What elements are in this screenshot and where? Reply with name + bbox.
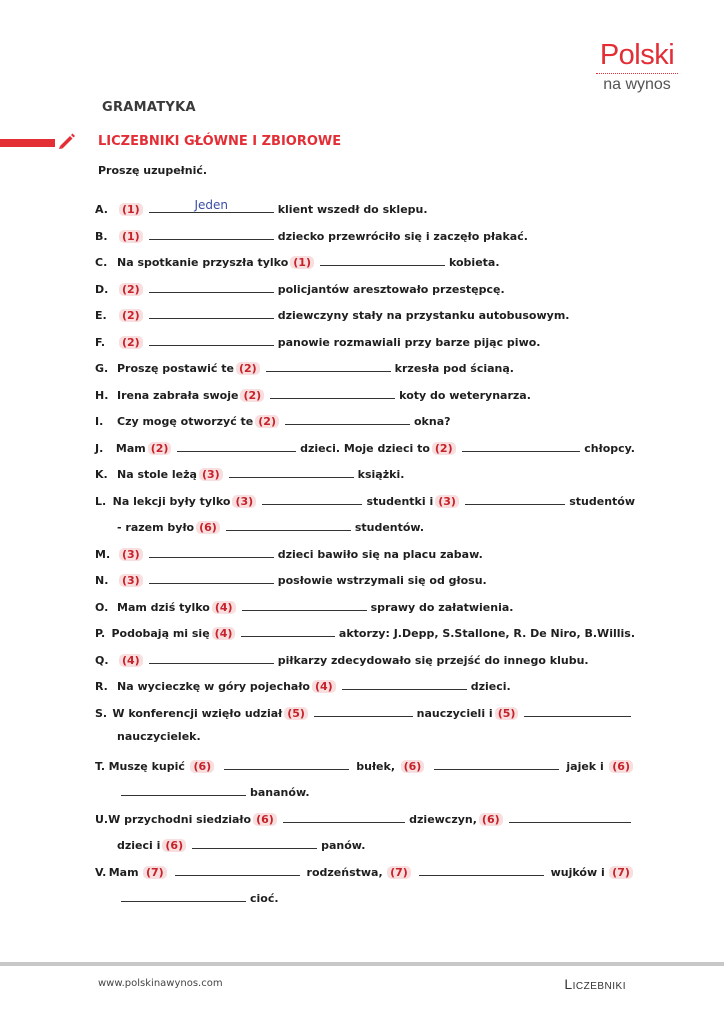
answer-blank[interactable] [192, 836, 317, 849]
answer-blank[interactable] [419, 863, 544, 876]
item-text: Na stole leżą [117, 468, 197, 481]
exercise-item-s-continued [95, 730, 635, 757]
exercise-item-t-continued [95, 783, 635, 810]
item-text: okna? [413, 415, 451, 428]
number-badge: (7) [143, 866, 167, 879]
item-letter: K. [95, 468, 108, 481]
exercise-item-d [95, 280, 635, 307]
item-text: studentów. [354, 521, 425, 534]
answer-blank[interactable] [434, 757, 559, 770]
accent-bar [0, 139, 55, 147]
answer-blank[interactable] [266, 359, 391, 372]
item-text: Muszę kupić [108, 759, 185, 773]
item-letter: L. [95, 494, 107, 508]
item-text: Mam dziś tylko [117, 600, 210, 614]
item-text: policjantów aresztowało przestępcę. [277, 282, 505, 296]
answer-blank[interactable] [149, 227, 274, 240]
item-letter: U. [95, 812, 109, 826]
item-text: studentki i [366, 494, 434, 508]
item-text: dzieci. [470, 680, 511, 693]
exercise-item-c [95, 253, 635, 280]
answer-blank[interactable] [285, 412, 410, 425]
number-badge: (2) [119, 336, 143, 349]
item-text: Mam [115, 441, 146, 455]
item-text: bułek, [356, 759, 396, 773]
exercise-item-o [95, 598, 635, 625]
number-badge: (2) [236, 362, 260, 375]
footer-url[interactable]: www.polskinawynos.com [98, 978, 223, 989]
answer-blank[interactable] [177, 439, 296, 452]
answer-blank[interactable] [242, 598, 367, 611]
item-text: dzieci bawiło się na placu zabaw. [277, 547, 483, 561]
item-text: panów. [321, 839, 366, 852]
exercise-item-l-continued [95, 518, 635, 545]
number-badge: (2) [432, 442, 456, 455]
answer-blank[interactable] [524, 704, 631, 717]
number-badge: (6) [162, 839, 186, 852]
item-letter: D. [95, 282, 109, 296]
item-letter: S. [95, 706, 108, 720]
item-text: piłkarzy zdecydowało się przejść do innego klubu. [277, 653, 589, 667]
answer-blank[interactable] [149, 545, 274, 558]
item-text: bananów. [250, 786, 310, 799]
item-letter: Q. [95, 653, 109, 667]
exercise-item-m [95, 545, 635, 572]
number-badge: (6) [196, 521, 220, 534]
item-letter: N. [95, 574, 109, 587]
exercise-item-a [95, 200, 635, 227]
answer-blank[interactable] [149, 333, 274, 346]
exercise-item-t [95, 757, 635, 784]
exercise-item-j [95, 439, 635, 466]
item-text: sprawy do załatwienia. [370, 600, 514, 614]
item-text: nauczycielek. [117, 730, 201, 743]
item-text: wujków i [550, 865, 605, 879]
item-text: Na lekcji były tylko [112, 494, 231, 508]
item-text: Czy mogę otworzyć te [117, 415, 254, 428]
number-badge: (1) [119, 203, 143, 216]
exercise-item-b [95, 227, 635, 254]
item-text: Proszę postawić te [117, 362, 234, 375]
pencil-icon [57, 130, 77, 150]
footer-title: Liczebniki [564, 976, 626, 992]
footer-divider [0, 962, 724, 966]
answer-blank[interactable] [283, 810, 405, 823]
item-text: W przychodni siedziało [108, 812, 252, 826]
item-letter: A. [95, 203, 108, 216]
item-text: kobieta. [448, 256, 500, 269]
number-badge: (6) [479, 813, 503, 826]
item-text: Na wycieczkę w góry pojechało [117, 680, 310, 693]
answer-blank[interactable] [465, 492, 565, 505]
exercise-item-u-continued [95, 836, 635, 863]
number-badge: (4) [212, 601, 236, 614]
item-letter: V. [95, 865, 107, 879]
item-text: jajek i [566, 759, 604, 773]
answer-blank[interactable] [121, 889, 246, 902]
answer-blank[interactable] [226, 518, 351, 531]
number-badge: (1) [119, 230, 143, 243]
number-badge: (6) [190, 760, 214, 773]
item-text: Na spotkanie przyszła tylko [117, 256, 289, 269]
section-title: GRAMATYKA [102, 100, 196, 115]
item-letter: R. [95, 680, 108, 693]
item-text: dziewczyny stały na przystanku autobusowym. [277, 309, 570, 322]
item-text: Mam [108, 865, 139, 879]
answer-blank[interactable] [462, 439, 581, 452]
item-letter: P. [95, 627, 106, 640]
exercise-list [95, 200, 635, 916]
exercise-item-v [95, 863, 635, 890]
answer-blank[interactable] [149, 651, 274, 664]
item-letter: B. [95, 229, 108, 243]
number-badge: (5) [495, 707, 519, 720]
exercise-item-s [95, 704, 635, 731]
number-badge: (7) [609, 866, 633, 879]
item-letter: G. [95, 362, 109, 375]
number-badge: (2) [119, 283, 143, 296]
answer-blank[interactable] [342, 677, 467, 690]
item-text: dziewczyn, [409, 812, 477, 826]
item-text: chłopcy. [584, 441, 635, 455]
instruction: Proszę uzupełnić. [98, 164, 208, 177]
number-badge: (3) [232, 495, 256, 508]
answer-blank[interactable] [224, 757, 349, 770]
handwritten-answer: Jeden [194, 198, 228, 212]
logo-main: Polski [599, 39, 675, 71]
exercise-item-k [95, 465, 635, 492]
number-badge: (3) [119, 574, 143, 587]
number-badge: (3) [435, 495, 459, 508]
number-badge: (6) [609, 760, 633, 773]
number-badge: (1) [290, 256, 314, 269]
item-letter: O. [95, 600, 109, 614]
number-badge: (4) [119, 654, 143, 667]
logo-divider [596, 73, 678, 74]
number-badge: (7) [387, 866, 411, 879]
answer-blank[interactable] [241, 624, 335, 637]
exercise-item-i [95, 412, 635, 439]
item-letter: H. [95, 388, 109, 402]
item-letter: E. [95, 309, 107, 322]
answer-blank[interactable] [149, 280, 274, 293]
item-text: dzieci. Moje dzieci to [300, 441, 430, 455]
exercise-item-e [95, 306, 635, 333]
item-text: Irena zabrała swoje [117, 388, 239, 402]
answer-blank[interactable] [262, 492, 362, 505]
item-letter: J. [95, 441, 104, 455]
item-text: koty do weterynarza. [399, 388, 531, 402]
exercise-subtitle: LICZEBNIKI GŁÓWNE I ZBIOROWE [98, 134, 342, 149]
number-badge: (4) [212, 627, 236, 640]
item-text: aktorzy: J.Depp, S.Stallone, R. De Niro, B.Willis. [338, 627, 635, 640]
answer-blank[interactable] [175, 863, 300, 876]
item-letter: C. [95, 256, 108, 269]
exercise-item-u [95, 810, 635, 837]
answer-blank[interactable] [149, 571, 274, 584]
answer-blank[interactable] [270, 386, 395, 399]
item-text: posłowie wstrzymali się od głosu. [277, 574, 487, 587]
exercise-item-l [95, 492, 635, 519]
exercise-item-r [95, 677, 635, 704]
exercise-item-q [95, 651, 635, 678]
answer-blank[interactable] [314, 704, 413, 717]
answer-blank[interactable] [149, 306, 274, 319]
item-text: - razem było [117, 521, 195, 534]
item-letter: T. [95, 759, 106, 773]
answer-blank[interactable] [509, 810, 631, 823]
item-letter: M. [95, 547, 111, 561]
item-text: cioć. [250, 892, 279, 905]
number-badge: (3) [199, 468, 223, 481]
item-text: Podobają mi się [111, 627, 210, 640]
answer-blank[interactable] [149, 200, 274, 213]
exercise-item-h [95, 386, 635, 413]
item-text: panowie rozmawiali przy barze pijąc piwo. [277, 335, 541, 349]
item-text: dziecko przewróciło się i zaczęło płakać. [277, 229, 528, 243]
number-badge: (6) [401, 760, 425, 773]
exercise-item-v-continued [95, 889, 635, 916]
item-text: krzesła pod ścianą. [394, 362, 514, 375]
number-badge: (2) [148, 442, 172, 455]
item-text: studentów [569, 494, 635, 508]
number-badge: (2) [255, 415, 279, 428]
number-badge: (5) [284, 707, 308, 720]
answer-blank[interactable] [229, 465, 354, 478]
number-badge: (6) [253, 813, 277, 826]
logo-sub: na wynos [603, 76, 671, 93]
item-letter: F. [95, 335, 106, 349]
item-text: W konferencji wzięło udział [112, 706, 283, 720]
exercise-item-n [95, 571, 635, 598]
item-text: książki. [357, 468, 405, 481]
number-badge: (2) [119, 309, 143, 322]
item-letter: I. [95, 415, 104, 428]
exercise-item-g [95, 359, 635, 386]
item-text: klient wszedł do sklepu. [277, 203, 428, 216]
exercise-item-p [95, 624, 635, 651]
answer-blank[interactable] [320, 253, 445, 266]
item-text: rodzeństwa, [306, 865, 383, 879]
logo [592, 40, 682, 94]
item-text: nauczycieli i [416, 706, 493, 720]
item-text: dzieci i [117, 839, 161, 852]
number-badge: (4) [312, 680, 336, 693]
number-badge: (2) [240, 389, 264, 402]
exercise-item-f [95, 333, 635, 360]
number-badge: (3) [119, 548, 143, 561]
answer-blank[interactable] [121, 783, 246, 796]
